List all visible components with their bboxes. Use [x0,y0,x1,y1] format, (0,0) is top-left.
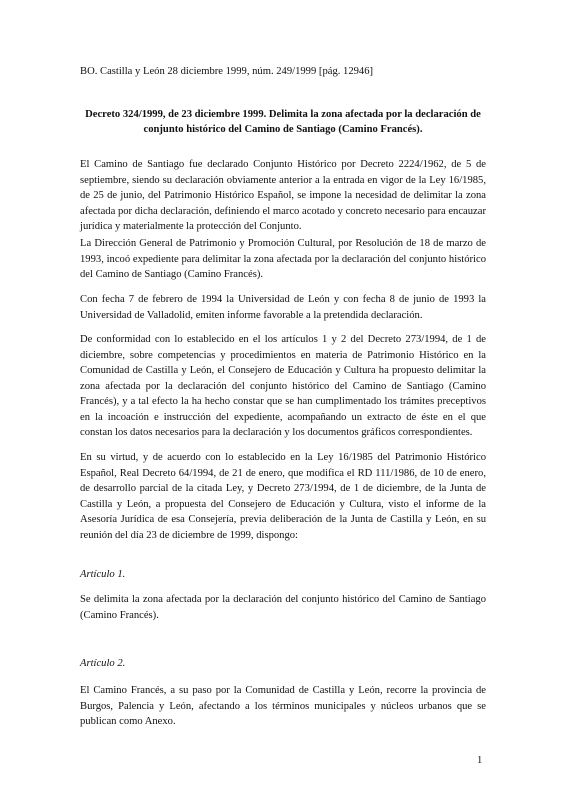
paragraph-5: En su virtud, y de acuerdo con lo establecido en la Ley 16/1985 del Patrimonio Histórico Español, Real Decreto 64/1994, de 21 de enero, que modifica el RD 111/1986, de 10 de enero, de desarrollo parcial de la citada Ley, y Decreto 273/1994, de 1 de diciembre, de la Junta de Castilla y León, a propuesta del Consejero de Educación y Cultura, visto el informe de la Asesoría Jurídica de esa Consejería, previa deliberación de la Junta de Castilla y León, en su reunión del día 23 de diciembre de 1999, dispongo: [80,452,486,541]
paragraph-1: El Camino de Santiago fue declarado Conjunto Histórico por Decreto 2224/1962, de 5 de septiembre, siendo su declaración obviamente anterior a la entrada en vigor de la Ley 16/1985, de 25 de junio, del Patrimonio Histórico Español, se impone la necesidad de delimitar la zona afectada por dicha declaración, definiendo el marco acotado y concreto necesario para encauzar jurídica y materialmente la protección del Conjunto. [80,159,486,232]
article-2-text: El Camino Francés, a su paso por la Comunidad de Castilla y León, recorre la provincia de Burgos, Palencia y León, afectando a los términos municipales y núcleos urbanos que se publican como Anexo. [80,685,486,727]
article-1-heading: Artículo 1. [80,569,126,580]
paragraph-2: La Dirección General de Patrimonio y Promoción Cultural, por Resolución de 18 de marzo de 1993, incoó expediente para delimitar la zona afectada por la declaración del conjunto histórico del Camino de Santiago (Camino Francés). [80,238,486,280]
article-1-text: Se delimita la zona afectada por la declaración del conjunto histórico del Camino de Santiago (Camino Francés). [80,594,486,621]
decree-title: Decreto 324/1999, de 23 diciembre 1999. Delimita la zona afectada por la declaración de conjunto histórico del Camino de Santiago (Camino Francés). [85,109,481,135]
paragraph-4: De conformidad con lo establecido en el los artículos 1 y 2 del Decreto 273/1994, de 1 de diciembre, sobre competencias y procedimientos en materia de Patrimonio Histórico en la Comunidad de Castilla y León, el Consejero de Educación y Cultura ha propuesto delimitar la zona afectada por la declaración del conjunto histórico del Camino de Santiago (Camino Francés), y a tal efecto la ha hecho constar que se han cumplimentado los trámites preceptivos en la incoación e instrucción del expediente, acompañando un extracto de éste en el que constan los datos necesarios para la declaración y los documentos gráficos correspondientes. [80,334,486,438]
page-number: 1 [477,755,483,766]
article-2-heading: Artículo 2. [80,658,126,669]
bulletin-reference: BO. Castilla y León 28 diciembre 1999, núm. 249/1999 [pág. 12946] [80,66,374,77]
paragraph-3: Con fecha 7 de febrero de 1994 la Universidad de León y con fecha 8 de junio de 1993 la Universidad de Valladolid, emiten informe favorable a la pretendida declaración. [80,294,486,321]
